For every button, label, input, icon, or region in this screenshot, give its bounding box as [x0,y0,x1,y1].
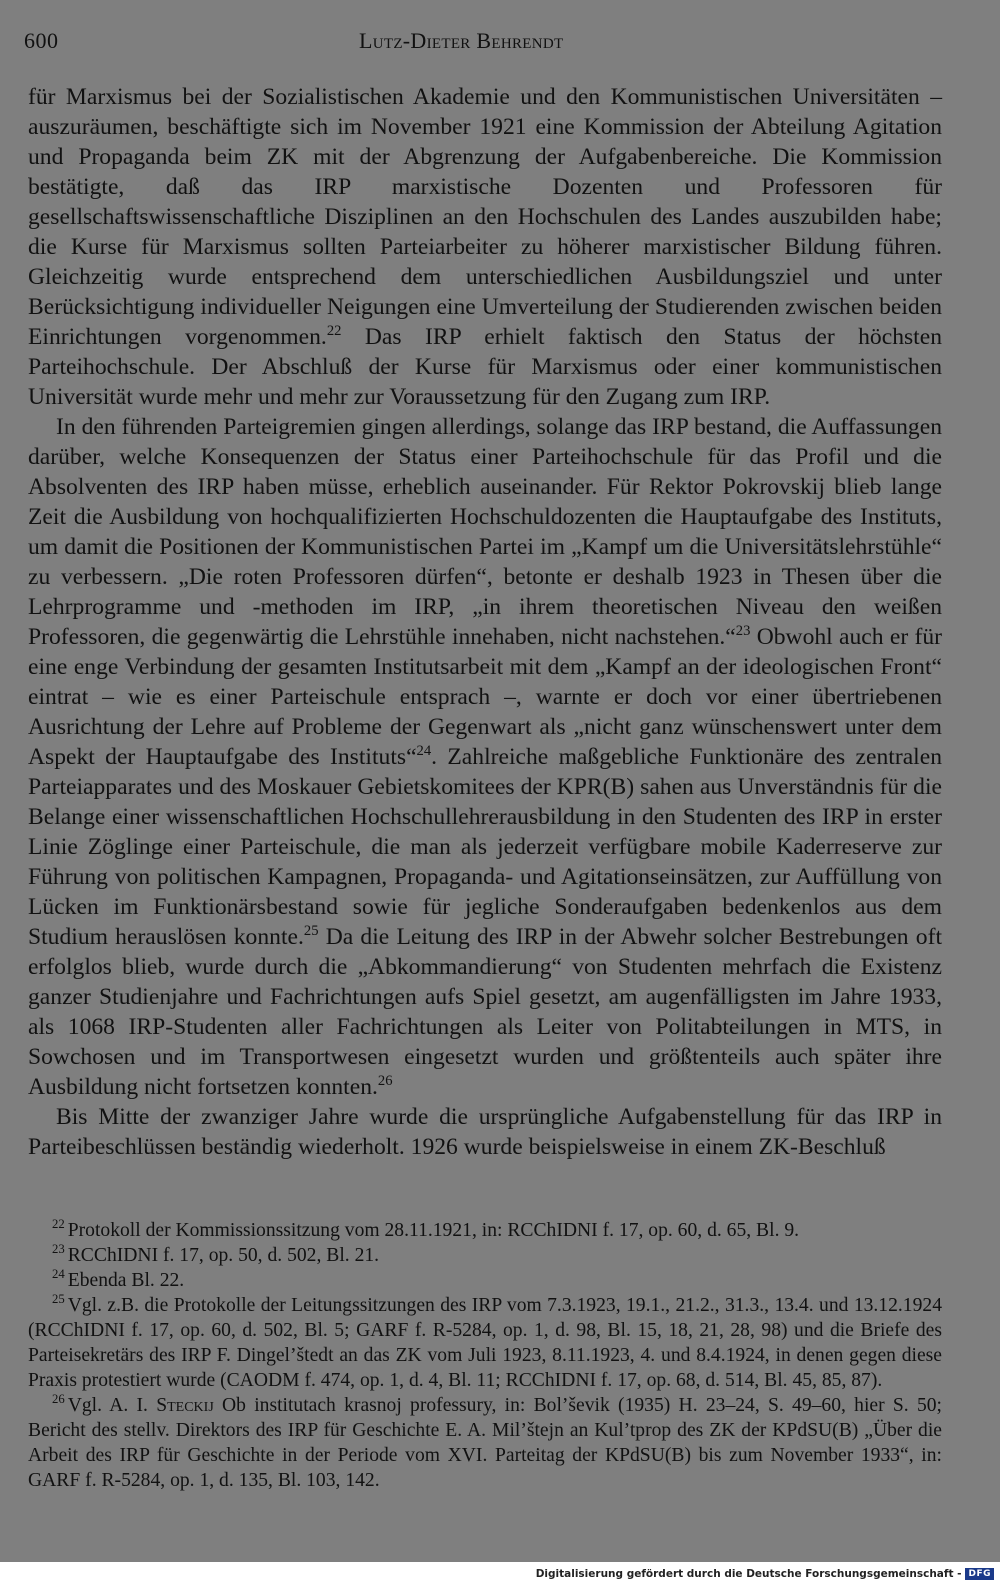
running-head: Lutz-Dieter Behrendt [359,28,564,53]
dfg-logo: DFG [965,1568,994,1580]
footnote: $^{24}$ Ebenda Bl. 22. [52,1267,185,1291]
paragraph: Bis Mitte der zwanziger Jahre wurde die ursprüngliche Aufgabenstellung für das IRP in Parteibeschlüssen beständig wiederholt. 1926 wurde beispielsweise in einem ZK-Beschluß [28,1104,942,1160]
footnote-ref: 26 [377,1073,393,1090]
footnote-ref: 23 [735,623,751,640]
footnote: $^{26}$ Vgl. A. I. Steckij Ob institutach krasnoj professury, in: Bol’ševik (1935) H. 23–24, S. 49–60, hier S. 50; Bericht des stellv. Direktors des IRP für Geschichte E. A. Mil’štejn an Kul’tprop des ZK der KPdSU(B) „Über die Arbeit des IRP für Geschichte in der Periode vom XVI. Parteitag der KPdSU(B) bis zum November 1933“, in: GARF f. R-5284, op. 1, d. 135, Bl. 103, 142. [28,1392,942,1491]
page-number: 600 [24,28,59,53]
page-header [24,28,944,58]
footnote-ref: 25 [303,923,319,940]
footnote: $^{25}$ Vgl. z.B. die Protokolle der Leitungssitzungen des IRP vom 7.3.1923, 19.1., 21.2., 31.3., 13.4. und 13.12.1924 (RCChIDNI f. 17, op. 60, d. 502, Bl. 5; GARF f. R-5284, op. 1, d. 98, Bl. 15, 18, 21, 28, 98) und die Briefe des Parteisekretärs des IRP F. Dingel’štedt an das ZK vom Juli 1923, 8.11.1923, 4. und 8.4.1924, in denen gegen diese Praxis protestiert wurde (CAODM f. 474, op. 1, d. 4, Bl. 11; RCChIDNI f. 17, op. 68, d. 514, Bl. 45, 85, 87). [28,1292,942,1391]
body-text [28,82,942,1162]
footnote: $^{22}$ Protokoll der Kommissionssitzung vom 28.11.1921, in: RCChIDNI f. 17, op. 60, d. 65, Bl. 9. [52,1217,800,1241]
footnote: $^{23}$ RCChIDNI f. 17, op. 50, d. 502, Bl. 21. [52,1242,380,1266]
digitization-credit [536,1566,994,1582]
footnotes [28,1218,942,1493]
footnote-ref: 24 [416,743,432,760]
author-name: Steckij [156,1395,214,1416]
paragraph: für Marxismus bei der Sozialistischen Akademie und den Kommunistischen Universitäten – auszuräumen, beschäftigte sich im November 1921 eine Kommission der Abteilung Agitation und Propaganda beim ZK mit der Abgrenzung der Aufgabenbereiche. Die Kommission bestätigte, daß das IRP marxistische Dozenten und Professoren für gesellschaftswissenschaftliche Disziplinen an den Hochschulen des Landes auszubilden habe; die Kurse für Marxismus sollten Parteiarbeiter zu höherer marxistischer Bildung führen. Gleichzeitig wurde entsprechend dem unterschiedlichen Ausbildungsziel und unter Berücksichtigung individueller Neigungen eine Umverteilung der Studierenden zwischen beiden Einrichtungen vorgenommen.$^{22}$ Das IRP erhielt faktisch den Status der höchsten Parteihochschule. Der Abschluß der Kurse für Marxismus oder einer kommunistischen Universität wurde mehr und mehr zur Voraussetzung für den Zugang zum IRP. [28,84,942,410]
credit-text: Digitalisierung gefördert durch die Deutsche Forschungsgemeinschaft - [535,1568,962,1580]
footnote-ref: 22 [326,323,342,340]
paragraph: In den führenden Parteigremien gingen allerdings, solange das IRP bestand, die Auffassungen darüber, welche Konsequenzen der Status einer Parteihochschule für das Profil und die Absolventen des IRP haben müsse, erheblich auseinander. Für Rektor Pokrovskij blieb lange Zeit die Ausbildung von hochqualifizierten Hochschuldozenten die Hauptaufgabe des Instituts, um damit die Positionen der Kommunistischen Partei im „Kampf um die Universitätslehrstühle“ zu verbessern. „Die roten Professoren dürfen“, betonte er deshalb 1923 in Thesen über die Lehrprogramme und -methoden im IRP, „in ihrem theoretischen Niveau den weißen Professoren, die gegenwärtig die Lehrstühle innehaben, nicht nachstehen.“$^{23}$ Obwohl auch er für eine enge Verbindung der gesamten Institutsarbeit mit dem „Kampf an der ideologischen Front“ eintrat – wie es einer Parteischule entsprach –, warnte er doch vor einer übertriebenen Ausrichtung der Lehre auf Probleme der Gegenwart als „nicht ganz wünschenswert unter dem Aspekt der Hauptaufgabe des Instituts“$^{24}$. Zahlreiche maßgebliche Funktionäre des zentralen Parteiapparates und des Moskauer Gebietskomitees der KPR(B) sahen aus Unverständnis für die Belange einer wissenschaftlichen Hochschullehrerausbildung in den Studenten des IRP in erster Linie Zöglinge einer Parteischule, die man als jederzeit verfügbare mobile Kaderreserve zur Führung von politischen Kampagnen, Propaganda- und Agitationseinsätzen, zur Auffüllung von Lücken im Funktionärsbestand sowie für jegliche Sonderaufgaben bedenkenlos aus dem Studium herauslösen konnte.$^{25}$ Da die Leitung des IRP in der Abwehr solcher Bestrebungen oft erfolglos blieb, wurde durch die „Abkommandierung“ von Studenten mehrfach die Existenz ganzer Studienjahre und Fachrichtungen aufs Spiel gesetzt, am augenfälligsten im Jahre 1933, als 1068 IRP-Studenten aller Fachrichtungen als Leiter von Politabteilungen in MTS, in Sowchosen und im Transportwesen eingesetzt wurden und größtenteils auch später ihre Ausbildung nicht fortsetzen konnten.$^{26}$ [28,414,942,1100]
